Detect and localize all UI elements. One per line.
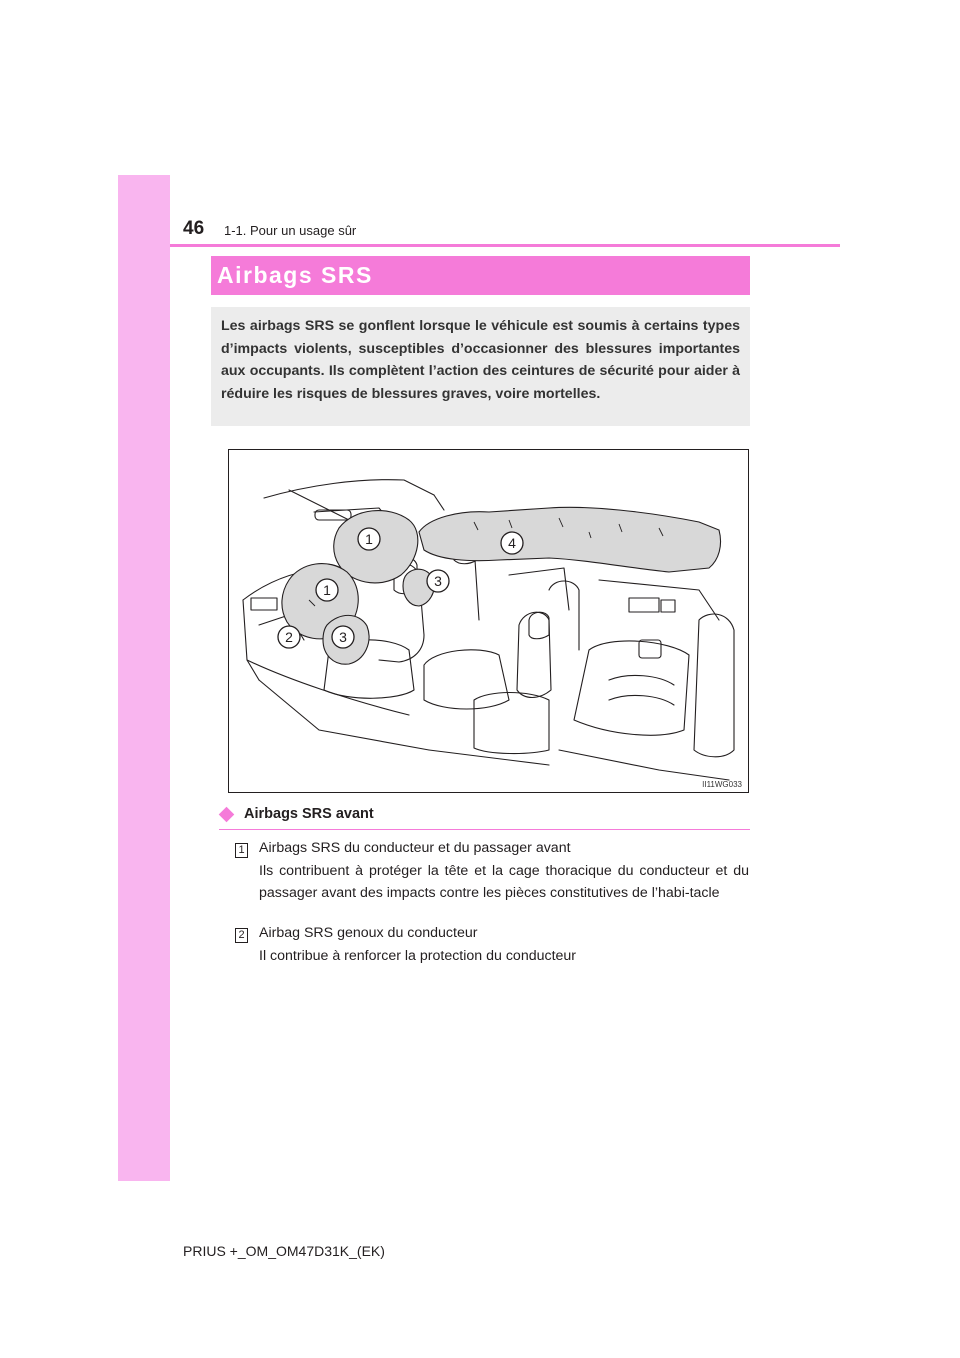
callout-3-passenger-side bbox=[427, 570, 449, 592]
callout-4-curtain bbox=[501, 532, 523, 554]
diamond-bullet-icon bbox=[219, 806, 235, 822]
item-number-badge: 2 bbox=[235, 928, 248, 943]
subsection-rule bbox=[219, 829, 750, 830]
callout-2-knee bbox=[278, 626, 300, 648]
intro-text: Les airbags SRS se gonflent lorsque le véhicule est soumis à certains types d’impacts violents, susceptibles d’occasionner des blessures importantes aux occupants. Ils complètent l’action des ceintures de sécurité pour aider à réduire les risques de blessures graves, voire mortelles. bbox=[221, 318, 740, 402]
subsection-title: Airbags SRS avant bbox=[244, 806, 374, 822]
svg-text:1: 1 bbox=[323, 582, 331, 598]
section-reference: 1-1. Pour un usage sûr bbox=[224, 223, 357, 238]
svg-text:1: 1 bbox=[365, 531, 373, 547]
callout-1-driver bbox=[316, 579, 338, 601]
item-description: Il contribue à renforcer la protection du conducteur bbox=[259, 947, 577, 964]
item-title: Airbag SRS genoux du conducteur bbox=[259, 925, 478, 941]
subsection-heading bbox=[219, 806, 750, 822]
footer-document-code: PRIUS +_OM_OM47D31K_(EK) bbox=[183, 1243, 385, 1259]
figure-code: II11WG033 bbox=[702, 780, 742, 789]
item-description: Ils contribuent à protéger la tête et la cage thoracique du conducteur et du passager avant des impacts contre les pièces constitutives de l’habi-tacle bbox=[259, 862, 749, 901]
section-title: Airbags SRS bbox=[217, 262, 373, 288]
side-thumb-band bbox=[118, 175, 170, 1181]
item-title: Airbags SRS du conducteur et du passager avant bbox=[259, 840, 571, 856]
list-item bbox=[259, 922, 749, 967]
callout-3-driver-side bbox=[332, 626, 354, 648]
car-interior-drawing bbox=[229, 450, 749, 793]
svg-text:3: 3 bbox=[434, 573, 442, 589]
list-item bbox=[259, 837, 749, 905]
intro-box bbox=[211, 307, 750, 426]
callout-1-passenger bbox=[358, 528, 380, 550]
item-number-badge: 1 bbox=[235, 843, 248, 858]
svg-text:4: 4 bbox=[508, 535, 516, 551]
page-number: 46 bbox=[183, 218, 205, 239]
header-rule bbox=[170, 244, 840, 247]
airbag-illustration bbox=[228, 449, 749, 793]
svg-text:3: 3 bbox=[339, 629, 347, 645]
svg-text:2: 2 bbox=[285, 629, 293, 645]
section-title-bar bbox=[211, 256, 750, 295]
